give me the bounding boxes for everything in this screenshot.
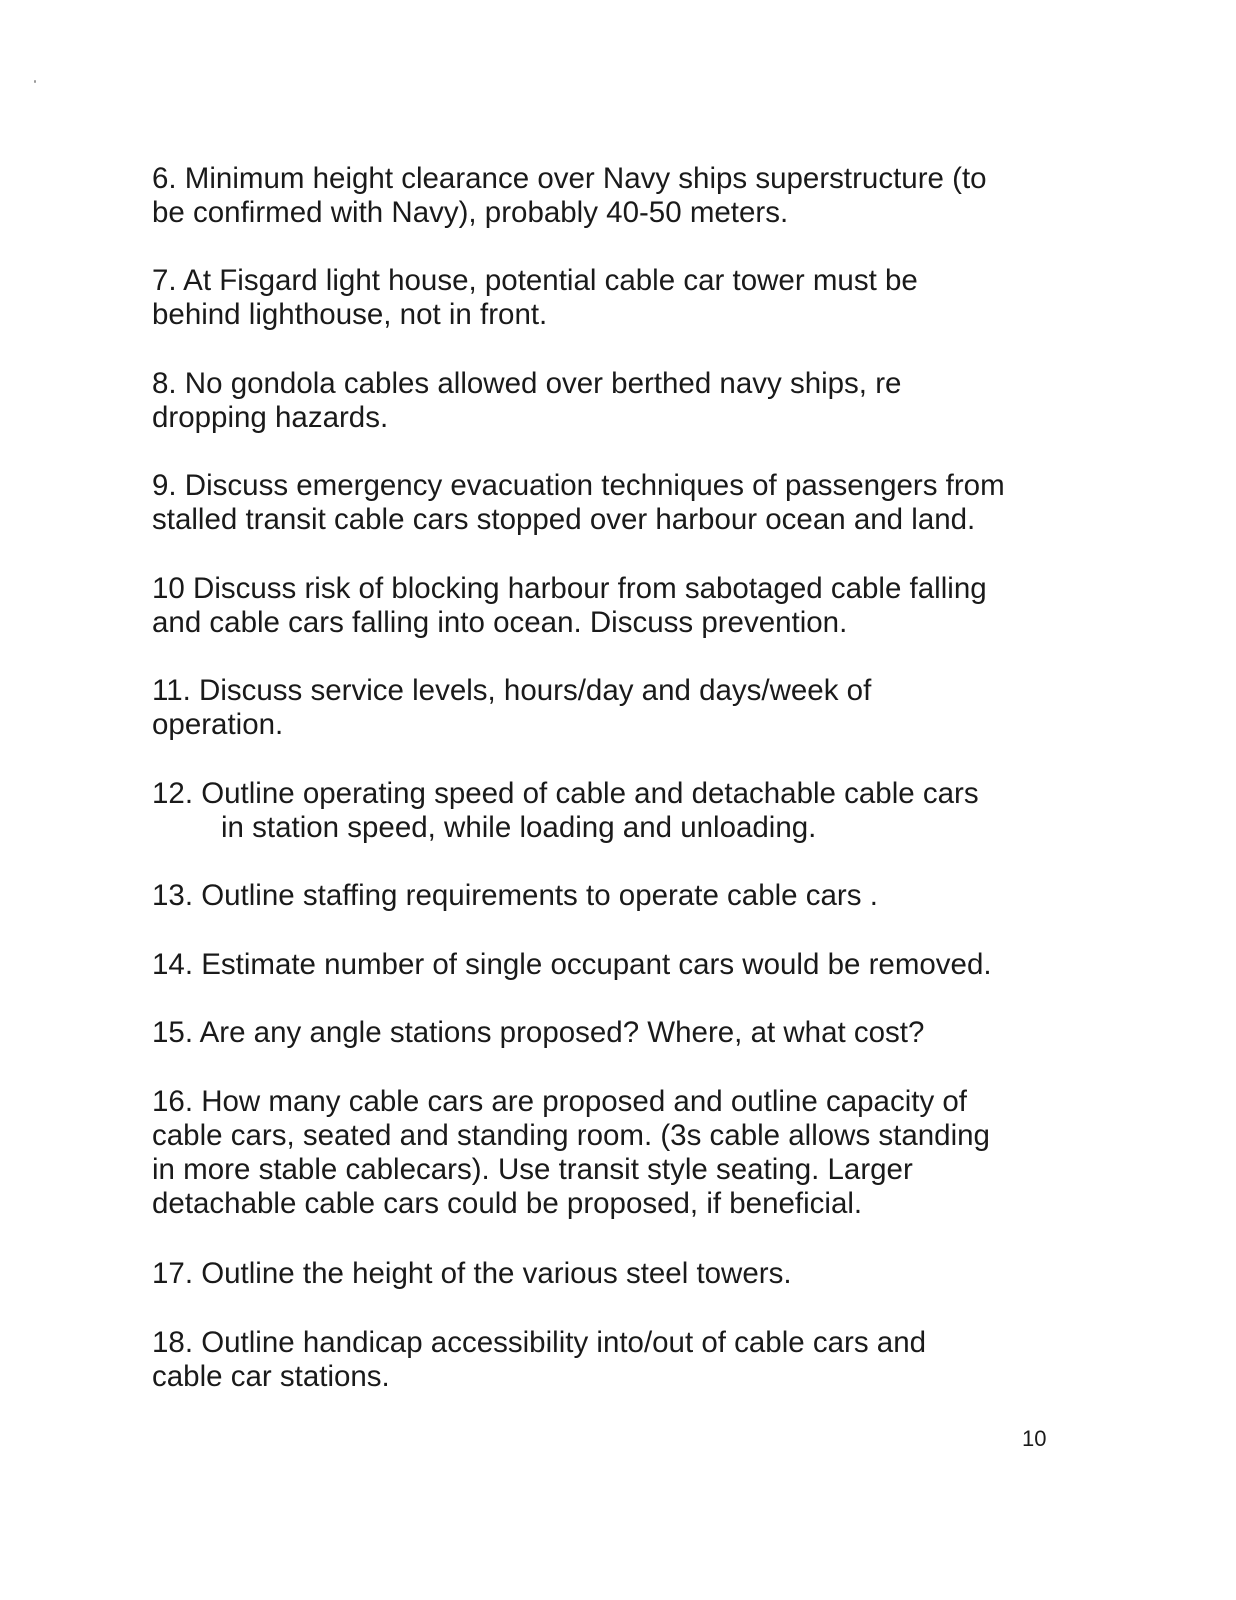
item-line: 7. At Fisgard light house, potential cable car tower must be: [152, 264, 918, 297]
item-line: cable cars, seated and standing room. (3s cable allows standing: [152, 1119, 990, 1152]
item-line: 9. Discuss emergency evacuation techniques of passengers from: [152, 469, 1005, 502]
item-line: 12. Outline operating speed of cable and detachable cable cars: [152, 777, 979, 810]
item-line: cable car stations.: [152, 1360, 390, 1393]
item-line: and cable cars falling into ocean. Discuss prevention.: [152, 606, 848, 639]
list-item-18: [152, 1326, 1062, 1394]
item-line: 10 Discuss risk of blocking harbour from sabotaged cable falling: [152, 572, 987, 605]
list-item-6: [152, 162, 1062, 230]
list-item-13: [152, 879, 1062, 913]
item-line: dropping hazards.: [152, 401, 389, 434]
list-item-17: [152, 1257, 1062, 1291]
item-line: stalled transit cable cars stopped over harbour ocean and land.: [152, 503, 976, 536]
list-item-15: [152, 1016, 1062, 1050]
scan-speck: [34, 80, 36, 83]
list-item-11: [152, 674, 1062, 742]
item-line: 6. Minimum height clearance over Navy ships superstructure (to: [152, 162, 987, 195]
item-line: 13. Outline staffing requirements to operate cable cars .: [152, 879, 878, 912]
list-item-16: [152, 1085, 1062, 1221]
item-line: behind lighthouse, not in front.: [152, 298, 548, 331]
item-line: detachable cable cars could be proposed, if beneficial.: [152, 1187, 863, 1220]
item-line: 11. Discuss service levels, hours/day and days/week of: [152, 674, 872, 707]
item-line: 14. Estimate number of single occupant cars would be removed.: [152, 948, 992, 981]
item-line: 8. No gondola cables allowed over berthed navy ships, re: [152, 367, 902, 400]
item-line: 18. Outline handicap accessibility into/out of cable cars and: [152, 1326, 927, 1359]
item-line: 15. Are any angle stations proposed? Where, at what cost?: [152, 1016, 925, 1049]
page-number: 10: [1022, 1426, 1047, 1451]
item-line: 16. How many cable cars are proposed and outline capacity of: [152, 1085, 967, 1118]
item-line: 17. Outline the height of the various steel towers.: [152, 1257, 792, 1290]
list-item-9: [152, 469, 1062, 537]
item-line: be confirmed with Navy), probably 40-50 meters.: [152, 196, 789, 229]
list-item-7: [152, 264, 1062, 332]
item-line: in more stable cablecars). Use transit style seating. Larger: [152, 1153, 913, 1186]
item-line: operation.: [152, 708, 284, 741]
list-item-12: [152, 777, 1062, 845]
list-item-8: [152, 367, 1062, 435]
list-item-10: [152, 572, 1062, 640]
item-line-indented: in station speed, while loading and unloading.: [221, 811, 817, 844]
list-item-14: [152, 948, 1062, 982]
